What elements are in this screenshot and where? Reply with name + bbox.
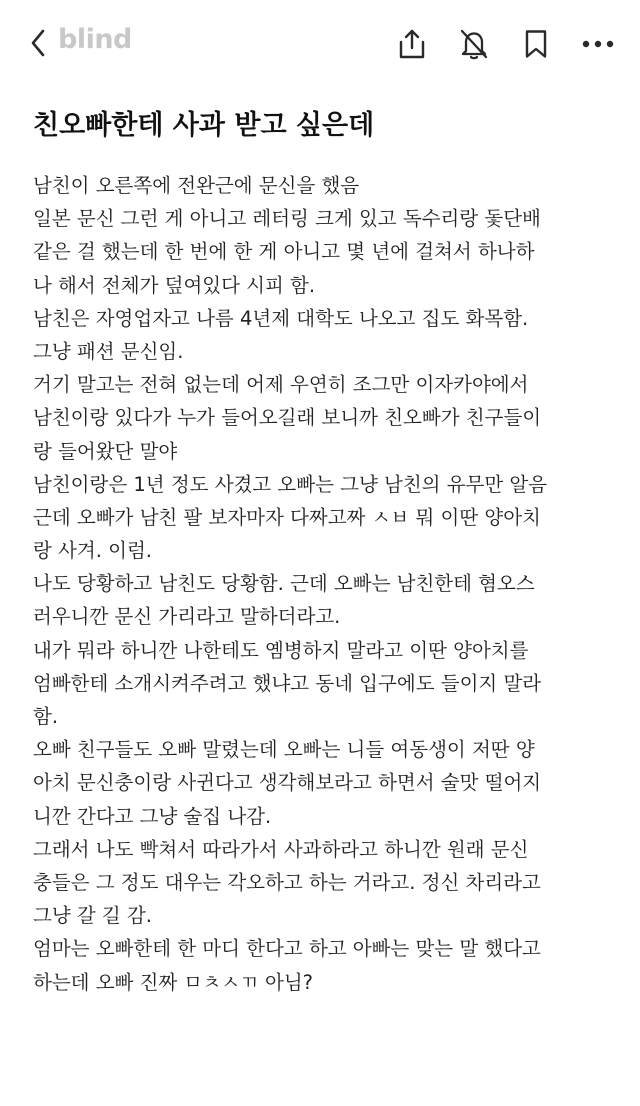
- post-body-line: 엄마는 오빠한테 한 마디 한다고 하고 아빠는 맞는 말 했다고: [33, 937, 541, 961]
- more-options-button[interactable]: [578, 24, 618, 64]
- post-body-line: 나 해서 전체가 덮여있다 시피 함.: [33, 273, 316, 297]
- post-body-line: 엄빠한테 소개시켜주려고 했냐고 동네 입구에도 들이지 말라: [33, 671, 542, 695]
- post-body: [33, 169, 613, 999]
- post-body-line: 그냥 패션 문신임.: [33, 339, 184, 363]
- bookmark-icon: [524, 29, 548, 59]
- blind-logo[interactable]: blind: [58, 24, 132, 55]
- post-body-line: 하는데 오빠 진짜 ㅁㅊㅅㄲ 아님?: [33, 970, 314, 994]
- post-body-line: 거기 말고는 전혀 없는데 어제 우연히 조그만 이자카야에서: [33, 373, 529, 397]
- header-actions: [370, 24, 618, 64]
- bell-off-icon: [459, 28, 489, 60]
- post-body-line: 근데 오빠가 남친 팔 보자마자 다짜고짜 ㅅㅂ 뭐 이딴 양아치: [33, 505, 541, 529]
- post-body-line: 니깐 간다고 그냥 술집 나감.: [33, 804, 272, 828]
- post-body-line: 남친은 자영업자고 나름 4년제 대학도 나오고 집도 화목함.: [33, 306, 529, 330]
- post-body-line: 랑 들어왔단 말야: [33, 439, 178, 463]
- post-body-line: 남친이랑 있다가 누가 들어오길래 보니까 친오빠가 친구들이: [33, 406, 542, 430]
- post-body-line: 그냥 갈 길 감.: [33, 904, 152, 928]
- post-body-line: 나도 당황하고 남친도 당황함. 근데 오빠는 남친한테 혐오스: [33, 572, 535, 596]
- bookmark-button[interactable]: [516, 24, 556, 64]
- post-body-line: 랑 사겨. 이럼.: [33, 539, 152, 563]
- post-body-line: 일본 문신 그런 게 아니고 레터링 크게 있고 독수리랑 돛단배: [33, 207, 541, 231]
- post-body-line: 같은 걸 했는데 한 번에 한 게 아니고 몇 년에 걸쳐서 하나하: [33, 240, 535, 264]
- more-horizontal-icon: [581, 39, 615, 49]
- post-body-line: 함.: [33, 705, 59, 728]
- post-title: 친오빠한테 사과 받고 싶은데: [33, 110, 375, 141]
- back-button[interactable]: [26, 26, 50, 60]
- post-body-line: 남친이 오른쪽에 전완근에 문신을 했음: [33, 174, 360, 197]
- notification-toggle-button[interactable]: [454, 24, 494, 64]
- post-body-line: 남친이랑은 1년 정도 사겼고 오빠는 그냥 남친의 유무만 알음: [33, 472, 548, 496]
- post-body-line: 오빠 친구들도 오빠 말렸는데 오빠는 니들 여동생이 저딴 양: [33, 738, 535, 762]
- top-navigation-bar: [0, 0, 640, 86]
- post-body-line: 아치 문신충이랑 사귄다고 생각해보라고 하면서 술맛 떨어지: [33, 771, 542, 795]
- post-body-line: 내가 뭐라 하니깐 나한테도 옘병하지 말라고 이딴 양아치를: [33, 638, 529, 662]
- post-body-line: 그래서 나도 빡쳐서 따라가서 사과하라고 하니깐 원래 문신: [33, 837, 529, 861]
- share-icon: [397, 28, 427, 60]
- post-body-line: 충들은 그 정도 대우는 각오하고 하는 거라고. 정신 차리라고: [33, 870, 541, 894]
- chevron-left-icon: [30, 29, 46, 57]
- post-body-line: 러우니깐 문신 가리라고 말하더라고.: [33, 605, 341, 629]
- share-button[interactable]: [392, 24, 432, 64]
